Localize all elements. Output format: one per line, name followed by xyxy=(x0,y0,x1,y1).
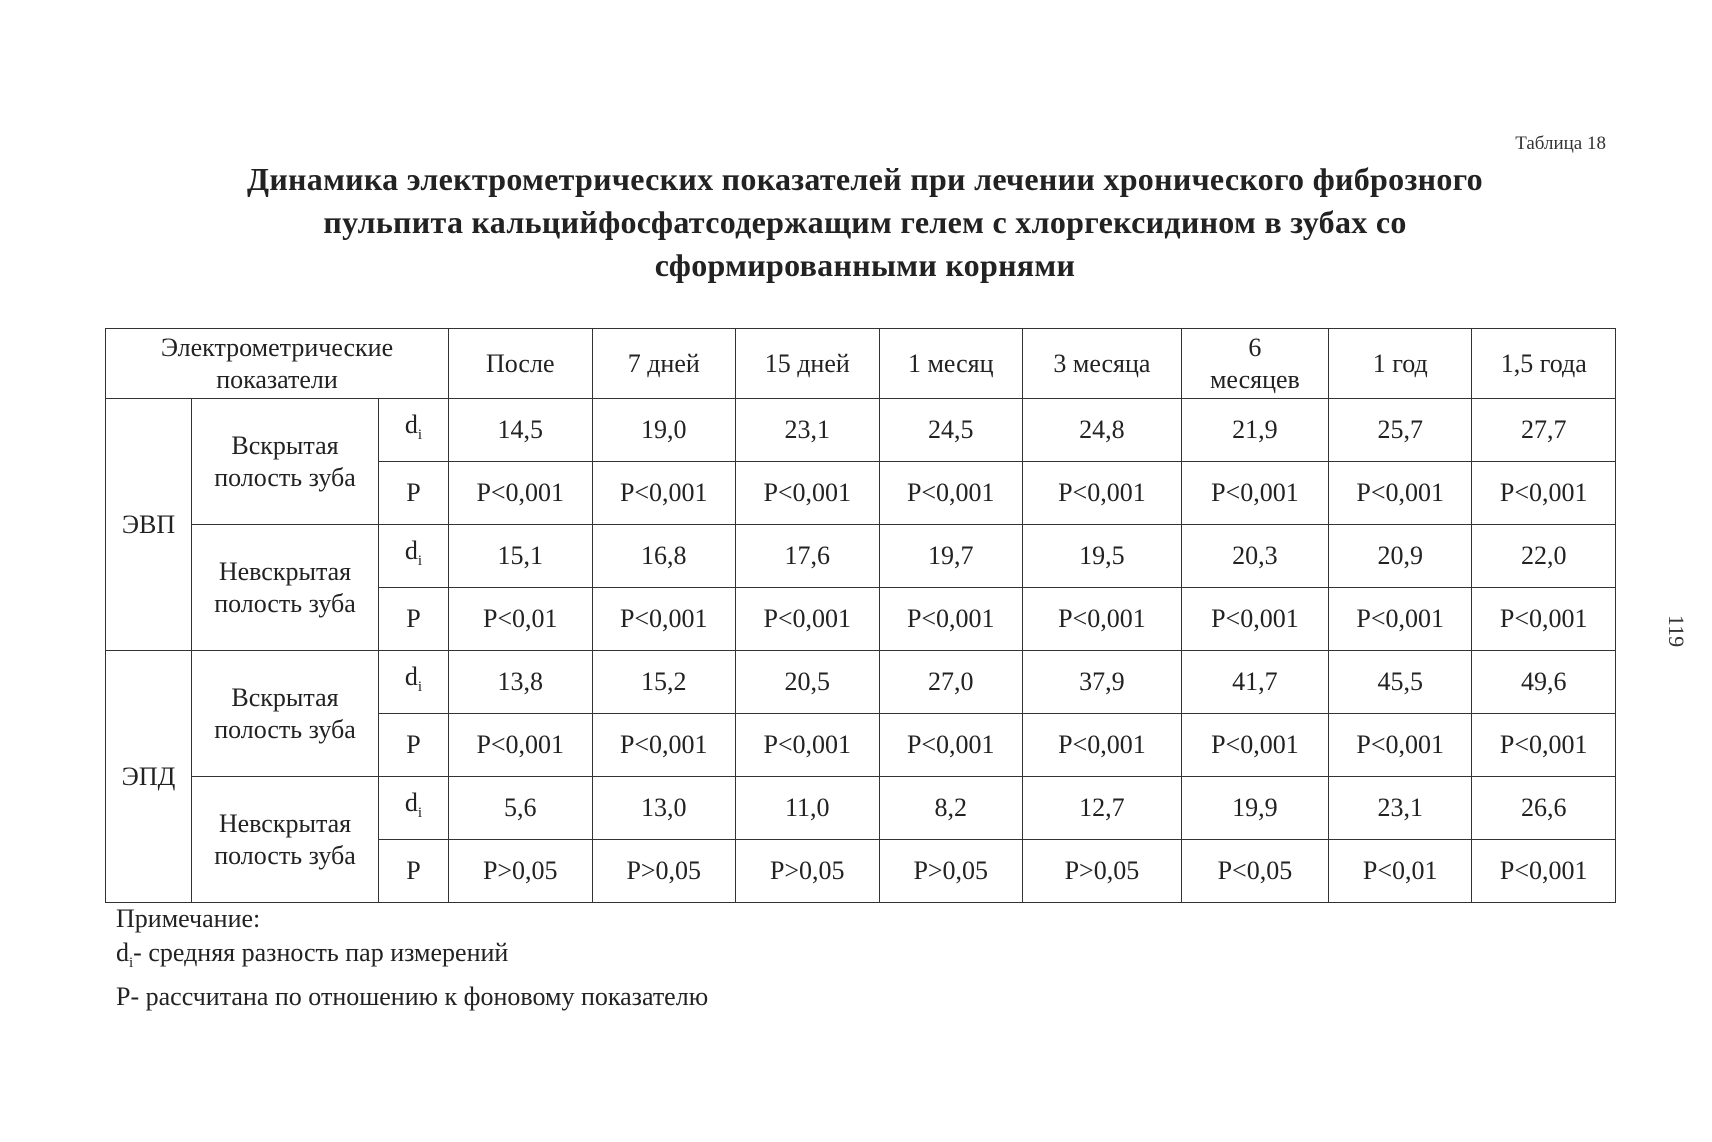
param-d-subscript: i xyxy=(417,427,423,444)
subgroup-cell xyxy=(192,651,379,777)
subgroup-line: полость зуба xyxy=(214,840,356,870)
value-cell: P<0,001 xyxy=(1472,714,1616,777)
param-d-subscript: i xyxy=(417,679,423,696)
value-cell: 19,7 xyxy=(879,525,1023,588)
value-cell: P<0,01 xyxy=(449,588,593,651)
table-notes xyxy=(116,902,708,1014)
param-p-cell: P xyxy=(379,840,449,903)
value-cell: 19,5 xyxy=(1023,525,1182,588)
subgroup-line: Невскрытая xyxy=(218,556,352,586)
value-cell: P<0,001 xyxy=(592,462,736,525)
value-cell: 5,6 xyxy=(449,777,593,840)
title-line: пульпита кальцийфосфатсодержащим гелем с хлоргексидином в зубах со xyxy=(323,204,1407,240)
period-header-cell: 15 дней xyxy=(736,329,880,399)
value-cell: 21,9 xyxy=(1181,399,1328,462)
period-header-cell xyxy=(1181,329,1328,399)
value-cell: 20,5 xyxy=(736,651,880,714)
group-cell: ЭПД xyxy=(106,651,192,903)
value-cell: P<0,001 xyxy=(1181,588,1328,651)
value-cell: P<0,001 xyxy=(592,588,736,651)
param-di-cell xyxy=(379,777,449,840)
value-cell: 27,7 xyxy=(1472,399,1616,462)
param-p-cell: P xyxy=(379,462,449,525)
param-d-subscript: i xyxy=(417,553,423,570)
electrometric-table xyxy=(105,328,1616,903)
value-cell: P<0,001 xyxy=(449,714,593,777)
subgroup-cell xyxy=(192,399,379,525)
note-di-text: - средняя разность пар измерений xyxy=(133,938,509,967)
subgroup-line: полость зуба xyxy=(214,714,356,744)
period-header-line: месяцев xyxy=(1209,364,1300,394)
value-cell: 26,6 xyxy=(1472,777,1616,840)
table-body xyxy=(106,329,1616,903)
value-cell: P<0,001 xyxy=(736,588,880,651)
value-cell: 12,7 xyxy=(1023,777,1182,840)
period-header-cell: 7 дней xyxy=(592,329,736,399)
value-cell: P<0,001 xyxy=(449,462,593,525)
subgroup-cell xyxy=(192,525,379,651)
value-cell: 23,1 xyxy=(1328,777,1472,840)
value-cell: P<0,001 xyxy=(1328,462,1472,525)
subgroup-line: Невскрытая xyxy=(218,808,352,838)
value-cell: P>0,05 xyxy=(449,840,593,903)
value-cell: P>0,05 xyxy=(736,840,880,903)
indicator-header-line: Электрометрические xyxy=(160,332,394,362)
param-d-symbol: d xyxy=(404,661,418,691)
value-cell: 11,0 xyxy=(736,777,880,840)
value-cell: 45,5 xyxy=(1328,651,1472,714)
table-title xyxy=(100,158,1630,287)
value-cell: 15,1 xyxy=(449,525,593,588)
note-di-symbol: d xyxy=(116,938,129,967)
value-cell: P<0,001 xyxy=(736,714,880,777)
value-cell: P<0,001 xyxy=(736,462,880,525)
value-cell: P<0,001 xyxy=(1328,714,1472,777)
value-cell: 13,8 xyxy=(449,651,593,714)
param-p-cell: P xyxy=(379,588,449,651)
period-header-cell: После xyxy=(449,329,593,399)
value-cell: 20,9 xyxy=(1328,525,1472,588)
period-header-cell: 1 месяц xyxy=(879,329,1023,399)
value-cell: 23,1 xyxy=(736,399,880,462)
value-cell: 13,0 xyxy=(592,777,736,840)
param-di-cell xyxy=(379,525,449,588)
value-cell: P>0,05 xyxy=(1023,840,1182,903)
value-cell: 24,5 xyxy=(879,399,1023,462)
value-cell: P<0,001 xyxy=(879,588,1023,651)
value-cell: 49,6 xyxy=(1472,651,1616,714)
param-d-subscript: i xyxy=(417,805,423,822)
value-cell: P<0,001 xyxy=(1328,588,1472,651)
period-header-cell: 1 год xyxy=(1328,329,1472,399)
value-cell: P<0,001 xyxy=(1472,840,1616,903)
period-header-cell: 1,5 года xyxy=(1472,329,1616,399)
page-number: 119 xyxy=(1664,614,1690,648)
value-cell: 22,0 xyxy=(1472,525,1616,588)
table-row-di xyxy=(106,399,1616,462)
param-d-symbol: d xyxy=(404,787,418,817)
value-cell: 37,9 xyxy=(1023,651,1182,714)
title-line: Динамика электрометрических показателей при лечении хронического фиброзного xyxy=(247,161,1483,197)
value-cell: 15,2 xyxy=(592,651,736,714)
value-cell: P<0,001 xyxy=(879,714,1023,777)
value-cell: P<0,001 xyxy=(1181,462,1328,525)
subgroup-cell xyxy=(192,777,379,903)
subgroup-line: полость зуба xyxy=(214,588,356,618)
table-row-di xyxy=(106,651,1616,714)
value-cell: P>0,05 xyxy=(879,840,1023,903)
value-cell: 17,6 xyxy=(736,525,880,588)
value-cell: P<0,001 xyxy=(1023,462,1182,525)
note-di-subscript: i xyxy=(129,955,134,972)
value-cell: 14,5 xyxy=(449,399,593,462)
subgroup-line: Вскрытая xyxy=(231,682,339,712)
value-cell: P<0,001 xyxy=(1181,714,1328,777)
value-cell: P<0,001 xyxy=(1023,588,1182,651)
value-cell: 25,7 xyxy=(1328,399,1472,462)
value-cell: 41,7 xyxy=(1181,651,1328,714)
value-cell: P<0,001 xyxy=(879,462,1023,525)
value-cell: P<0,001 xyxy=(592,714,736,777)
notes-heading: Примечание: xyxy=(116,904,261,933)
title-line: сформированными корнями xyxy=(654,247,1076,283)
value-cell: 19,0 xyxy=(592,399,736,462)
note-p: P- рассчитана по отношению к фоновому показателю xyxy=(116,982,709,1012)
value-cell: P<0,001 xyxy=(1472,588,1616,651)
param-d-symbol: d xyxy=(404,535,418,565)
period-header-line: 6 xyxy=(1248,332,1262,362)
period-header-cell: 3 месяца xyxy=(1023,329,1182,399)
param-di-cell xyxy=(379,651,449,714)
indicator-header-cell xyxy=(106,329,449,399)
value-cell: 27,0 xyxy=(879,651,1023,714)
table-row-di xyxy=(106,777,1616,840)
value-cell: P<0,01 xyxy=(1328,840,1472,903)
value-cell: P<0,001 xyxy=(1472,462,1616,525)
table-header-row xyxy=(106,329,1616,399)
param-p-cell: P xyxy=(379,714,449,777)
value-cell: 24,8 xyxy=(1023,399,1182,462)
value-cell: P<0,05 xyxy=(1181,840,1328,903)
param-d-symbol: d xyxy=(404,409,418,439)
table-label: Таблица 18 xyxy=(1515,133,1606,154)
value-cell: 8,2 xyxy=(879,777,1023,840)
value-cell: P>0,05 xyxy=(592,840,736,903)
subgroup-line: полость зуба xyxy=(214,462,356,492)
value-cell: 20,3 xyxy=(1181,525,1328,588)
param-di-cell xyxy=(379,399,449,462)
value-cell: P<0,001 xyxy=(1023,714,1182,777)
subgroup-line: Вскрытая xyxy=(231,430,339,460)
value-cell: 19,9 xyxy=(1181,777,1328,840)
group-cell: ЭВП xyxy=(106,399,192,651)
note-di xyxy=(116,936,708,980)
indicator-header-line: показатели xyxy=(216,364,338,394)
value-cell: 16,8 xyxy=(592,525,736,588)
table-row-di xyxy=(106,525,1616,588)
